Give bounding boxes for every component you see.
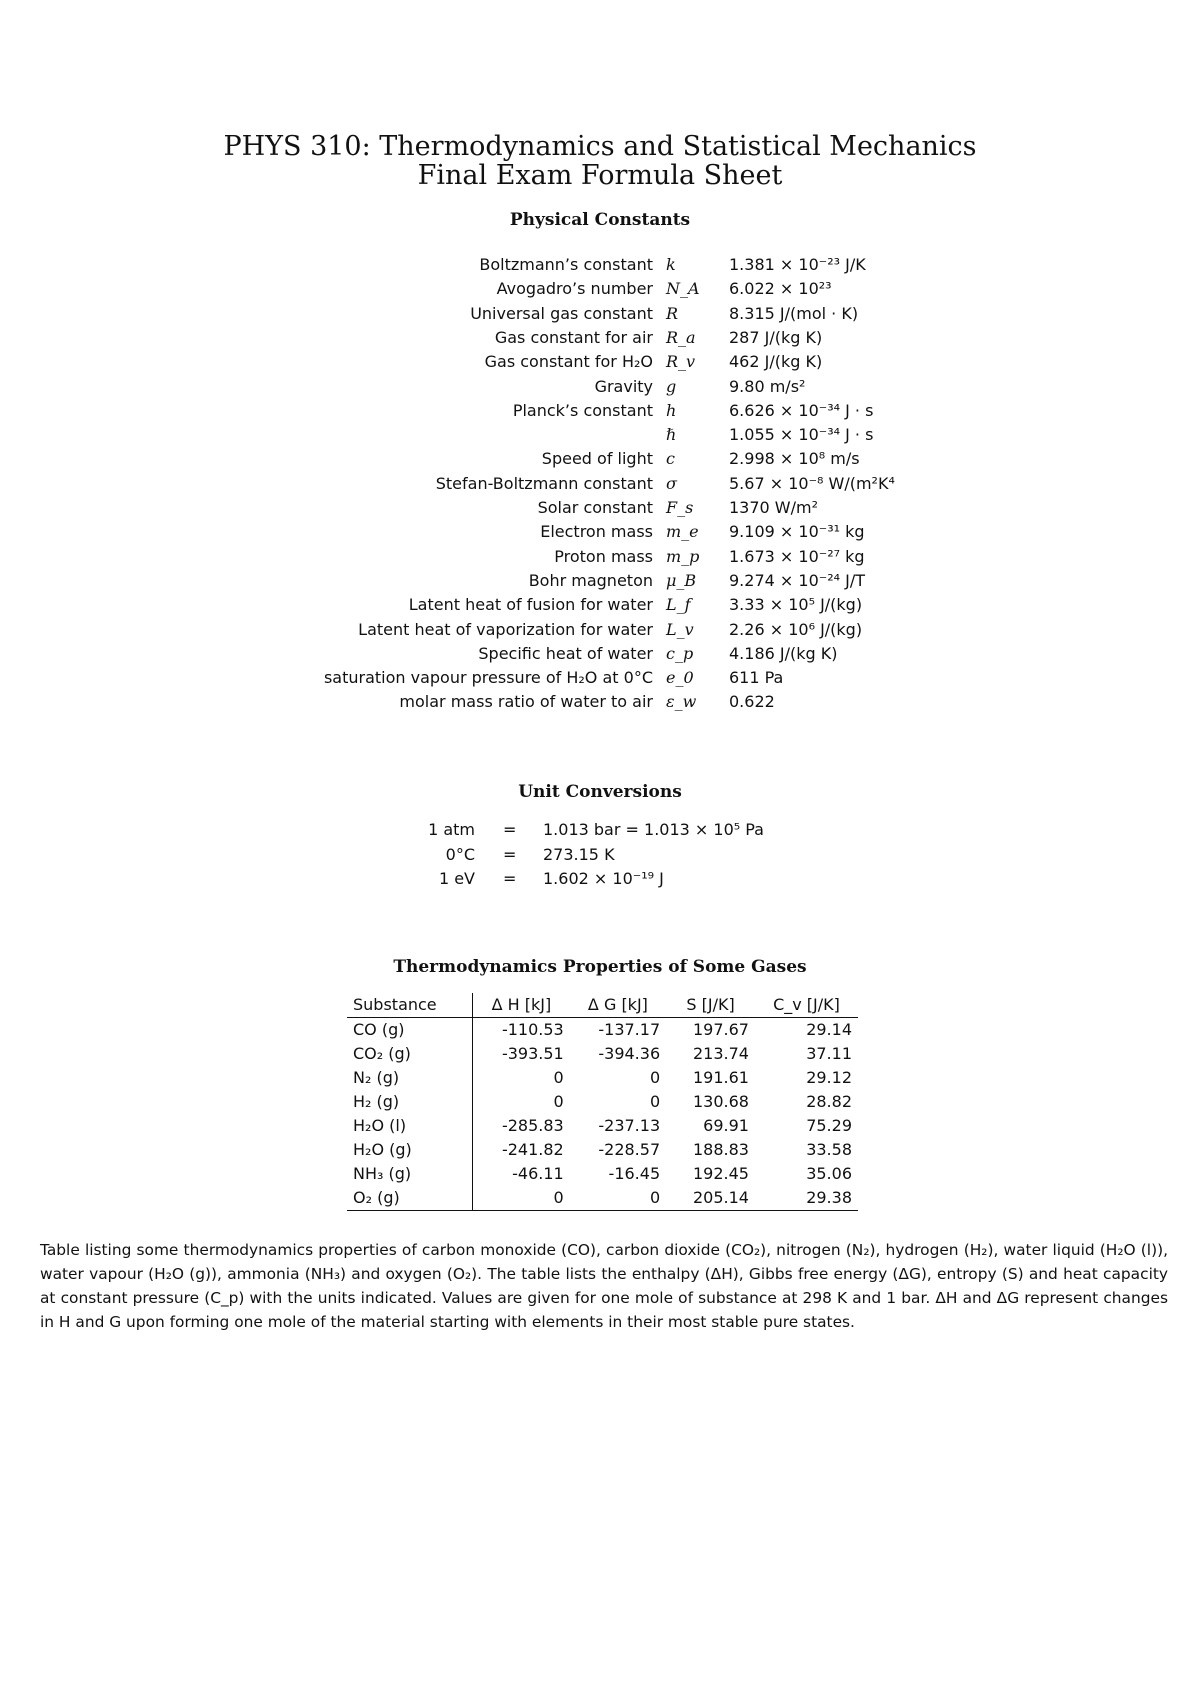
gases-heading: Thermodynamics Properties of Some Gases <box>393 957 807 977</box>
table-row <box>347 1114 858 1138</box>
constant-symbol: R_a <box>666 327 696 347</box>
value-cell: 191.61 <box>692 1068 749 1087</box>
column-header: C_v [J/K] <box>755 993 858 1018</box>
unit-conversion-row <box>0 843 1200 867</box>
table-header-row <box>347 993 858 1018</box>
constant-value: 1.381 × 10⁻²³ J/K <box>729 255 866 274</box>
value-cell: 29.14 <box>806 1020 852 1039</box>
constant-value: 4.186 J/(kg K) <box>729 643 838 663</box>
constant-value: 9.109 × 10⁻³¹ kg <box>729 522 865 542</box>
value-cell: 37.11 <box>806 1044 852 1063</box>
substance-cell: H₂O (l) <box>347 1114 473 1138</box>
constant-symbol: R_v <box>666 352 696 372</box>
constant-name: saturation vapour pressure of H₂O at 0°C <box>323 668 653 688</box>
constant-value: 9.80 m/s² <box>729 376 806 396</box>
constant-name: molar mass ratio of water to air <box>399 692 653 712</box>
constant-name: Proton mass <box>554 546 653 566</box>
substance-cell: CO₂ (g) <box>347 1042 473 1066</box>
value-cell: 29.12 <box>806 1068 852 1087</box>
constant-row <box>0 593 1200 617</box>
value-cell: 205.14 <box>666 1186 755 1211</box>
constant-name: Avogadro’s number <box>496 279 653 299</box>
unit-left: 0°C <box>445 844 475 864</box>
constant-symbol: L_f <box>666 595 691 615</box>
substance-cell: N₂ (g) <box>347 1066 473 1090</box>
constant-row <box>0 423 1200 447</box>
table-row <box>347 1186 858 1211</box>
column-header: Substance <box>347 993 473 1018</box>
constant-symbol: ε_w <box>666 692 697 712</box>
substance-cell: NH₃ (g) <box>347 1162 473 1186</box>
column-header: Δ G [kJ] <box>570 993 666 1018</box>
units-heading: Unit Conversions <box>518 782 682 802</box>
value-cell: -137.17 <box>598 1020 661 1039</box>
constant-symbol: k <box>666 255 676 274</box>
constant-symbol: g <box>666 376 677 396</box>
value-cell: 213.74 <box>692 1044 749 1063</box>
value-cell: 28.82 <box>806 1092 852 1111</box>
unit-right: 273.15 K <box>543 844 615 864</box>
table-row <box>347 1066 858 1090</box>
constant-value: 6.626 × 10⁻³⁴ J · s <box>729 400 874 420</box>
constant-row <box>0 399 1200 423</box>
value-cell: -228.57 <box>598 1140 661 1159</box>
unit-conversion-row <box>0 818 1200 842</box>
column-header: S [J/K] <box>666 993 755 1018</box>
constant-value: 0.622 <box>729 692 775 712</box>
constant-symbol: c <box>666 449 675 469</box>
constant-row <box>0 666 1200 690</box>
constant-value: 5.67 × 10⁻⁸ W/(m²K⁴ <box>729 473 895 493</box>
value-cell: 0 <box>553 1068 564 1087</box>
table-caption: Table listing some thermodynamics properties of carbon monoxide (CO), carbon dioxide (CO₂), nitrogen (N₂), hydrogen (H₂), water liquid (H₂O (l)), water vapour (H₂O (g)), ammonia (NH₃) and oxygen (O₂). The table lists the enthalpy (ΔH), Gibbs free energy (ΔG), entropy (S) and heat capacity at constant pressure (C_p) with the units indicated. Values are given for one mole of substance at 298 K and 1 bar. ΔH and ΔG represent changes in H and G upon forming one mole of the material starting with elements in their most stable pure states. <box>40 1241 1168 1331</box>
constant-name: Specific heat of water <box>478 643 653 663</box>
constant-symbol: m_e <box>666 522 699 542</box>
unit-right: 1.013 bar = 1.013 × 10⁵ Pa <box>543 820 764 839</box>
value-cell: 0 <box>570 1186 666 1211</box>
value-cell: 75.29 <box>806 1116 852 1135</box>
value-cell: 0 <box>649 1092 661 1111</box>
constant-row <box>0 472 1200 496</box>
constant-value: 9.274 × 10⁻²⁴ J/T <box>729 570 865 590</box>
constant-name: Latent heat of fusion for water <box>408 595 653 615</box>
constant-value: 8.315 J/(mol · K) <box>729 303 859 323</box>
column-header: Δ H [kJ] <box>473 993 570 1018</box>
value-cell: -46.11 <box>512 1164 564 1183</box>
constant-symbol: ℏ <box>666 425 677 445</box>
substance-cell: H₂O (g) <box>347 1138 473 1162</box>
constant-row <box>0 545 1200 569</box>
constant-value: 1.055 × 10⁻³⁴ J · s <box>729 425 874 445</box>
value-cell: 130.68 <box>692 1092 749 1111</box>
table-row <box>347 1042 858 1066</box>
document-title: PHYS 310: Thermodynamics and Statistical Mechanics <box>223 131 977 162</box>
unit-left: 1 atm <box>428 820 475 839</box>
constant-symbol: L_v <box>666 619 694 639</box>
constant-name: Gas constant for air <box>494 327 653 347</box>
constant-value: 611 Pa <box>729 668 784 688</box>
unit-right: 1.602 × 10⁻¹⁹ J <box>543 869 664 888</box>
substance-cell: CO (g) <box>347 1018 473 1043</box>
value-cell: 0 <box>649 1068 661 1087</box>
constant-value: 1370 W/m² <box>729 498 819 517</box>
constant-symbol: μ_B <box>666 570 697 590</box>
constant-symbol: R <box>666 303 679 323</box>
constant-name: Electron mass <box>540 522 653 542</box>
table-row <box>347 1162 858 1186</box>
constant-row <box>0 618 1200 642</box>
substance-cell: O₂ (g) <box>347 1186 473 1211</box>
constant-row <box>0 277 1200 301</box>
constant-row <box>0 496 1200 520</box>
constant-row <box>0 375 1200 399</box>
constant-row <box>0 520 1200 544</box>
constant-symbol: N_A <box>666 279 700 299</box>
constant-name: Gravity <box>594 376 653 396</box>
value-cell: 35.06 <box>806 1164 852 1183</box>
table-row <box>347 1138 858 1162</box>
constant-value: 3.33 × 10⁵ J/(kg) <box>729 595 863 615</box>
value-cell: -393.51 <box>501 1044 564 1063</box>
value-cell: -110.53 <box>501 1020 564 1039</box>
value-cell: 188.83 <box>692 1140 749 1159</box>
constant-name: Stefan-Boltzmann constant <box>435 473 653 493</box>
constant-symbol: e_0 <box>666 668 694 688</box>
value-cell: -241.82 <box>501 1140 564 1159</box>
value-cell: 192.45 <box>692 1164 749 1183</box>
value-cell: -394.36 <box>598 1044 661 1063</box>
constant-row <box>0 326 1200 350</box>
constant-name: Speed of light <box>541 449 653 469</box>
constant-row <box>0 642 1200 666</box>
constant-row <box>0 302 1200 326</box>
constant-row <box>0 447 1200 471</box>
constant-row <box>0 350 1200 374</box>
substance-cell: H₂ (g) <box>347 1090 473 1114</box>
value-cell: 0 <box>473 1186 570 1211</box>
constant-name: Universal gas constant <box>470 303 653 323</box>
constant-value: 1.673 × 10⁻²⁷ kg <box>729 546 865 566</box>
value-cell: 33.58 <box>806 1140 852 1159</box>
value-cell: 29.38 <box>755 1186 858 1211</box>
document-subtitle: Final Exam Formula Sheet <box>417 160 783 191</box>
value-cell: -237.13 <box>598 1116 661 1135</box>
constant-symbol: m_p <box>666 546 700 566</box>
unit-equals: = <box>503 869 517 888</box>
table-body <box>347 1018 858 1211</box>
constant-name: Planck’s constant <box>512 400 653 420</box>
constant-symbol: σ <box>666 473 677 493</box>
constant-name: Bohr magneton <box>528 570 653 590</box>
value-cell: -285.83 <box>501 1116 564 1135</box>
constant-row <box>0 690 1200 714</box>
constant-symbol: c_p <box>666 643 694 663</box>
constant-name: Gas constant for H₂O <box>484 352 653 372</box>
constant-value: 2.26 × 10⁶ J/(kg) <box>729 619 863 639</box>
constant-name: Boltzmann’s constant <box>479 255 653 274</box>
constants-heading: Physical Constants <box>509 210 691 230</box>
unit-left: 1 eV <box>438 869 475 888</box>
constant-symbol: F_s <box>666 498 694 517</box>
unit-equals: = <box>503 844 517 864</box>
table-row <box>347 1090 858 1114</box>
value-cell: -16.45 <box>608 1164 661 1183</box>
unit-conversion-row <box>0 867 1200 891</box>
value-cell: 0 <box>553 1092 564 1111</box>
value-cell: 69.91 <box>703 1116 749 1135</box>
constant-value: 462 J/(kg K) <box>729 352 823 372</box>
constant-name: Solar constant <box>537 498 653 517</box>
gases-table <box>347 993 858 1211</box>
value-cell: 197.67 <box>692 1020 749 1039</box>
constant-row <box>0 569 1200 593</box>
unit-equals: = <box>503 820 517 839</box>
table-row <box>347 1018 858 1043</box>
constant-value: 287 J/(kg K) <box>729 327 823 347</box>
constant-symbol: h <box>666 400 677 420</box>
constant-row <box>0 253 1200 277</box>
constant-value: 2.998 × 10⁸ m/s <box>729 449 860 469</box>
constant-value: 6.022 × 10²³ <box>729 279 832 299</box>
constant-name: Latent heat of vaporization for water <box>358 619 653 639</box>
